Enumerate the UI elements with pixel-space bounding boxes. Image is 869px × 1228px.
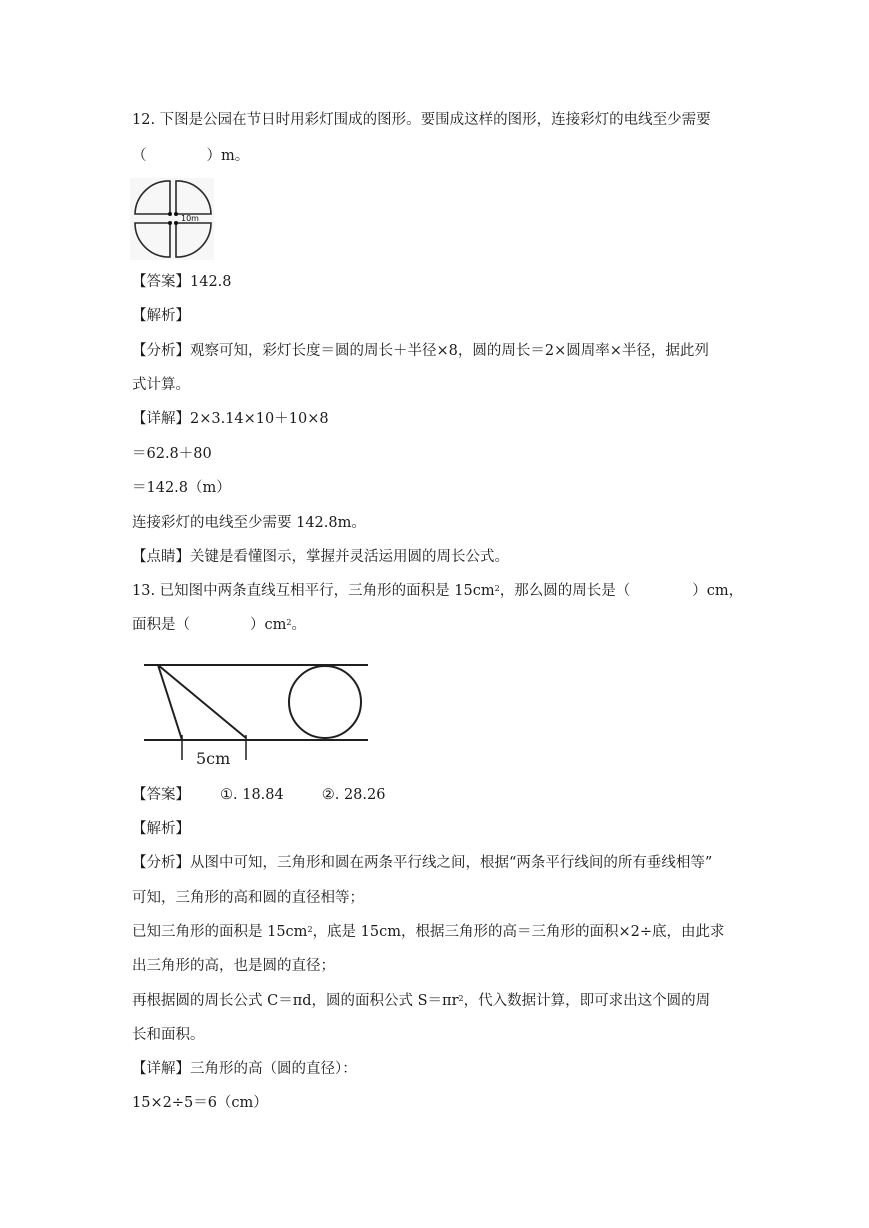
q13-area-close: ）cm	[250, 617, 287, 633]
q12-dianjing-label: 【点睛】	[132, 549, 190, 565]
q12-conclusion: 连接彩灯的电线至少需要 142.8m。	[132, 515, 366, 531]
q12-question-line-2	[132, 146, 249, 166]
q13-xiangjie-label: 【详解】	[132, 1061, 190, 1077]
q12-answer-line	[132, 272, 232, 292]
q12-analysis-label: 【解析】	[132, 308, 190, 324]
q13-known-superscript: 2	[307, 925, 313, 934]
q12-fenxi-text: 观察可知，彩灯长度＝圆的周长＋半径×8，圆的周长＝2×圆周率×半径，据此列	[190, 343, 709, 359]
q13-area-superscript: 2	[286, 618, 292, 627]
q13-formula-pre: 再根据圆的周长公式 C＝πd，圆的面积公式 S＝πr	[132, 993, 459, 1009]
q13-formula-line-2: 长和面积。	[132, 1027, 205, 1043]
q13-answer-1: ①. 18.84	[220, 787, 284, 803]
q12-question-line-1: 12. 下图是公园在节日时用彩灯围成的图形。要围成这样的图形，连接彩灯的电线至少需要	[132, 112, 711, 128]
q12-dianjing-text: 关键是看懂图示，掌握并灵活运用圆的周长公式。	[190, 549, 509, 565]
q13-fenxi-text: 从图中可知，三角形和圆在两条平行线之间，根据“两条平行线间的所有垂线相等”	[190, 855, 713, 871]
q13-superscript: 2	[494, 584, 500, 593]
q12-calc-line-2: ＝142.8（m）	[132, 480, 231, 496]
q13-question-line-1	[132, 581, 743, 601]
q13-fenxi-line-1	[132, 853, 712, 873]
q13-known-line-2: 出三角形的高，也是圆的直径；	[132, 958, 335, 974]
q12-fenxi-line-1	[132, 341, 709, 361]
q12-blank-open: （	[132, 148, 147, 164]
q12-answer-label: 【答案】	[132, 274, 190, 290]
q13-known-pre: 已知三角形的面积是 15cm	[132, 924, 308, 940]
q12-xiangjie-label: 【详解】	[132, 411, 190, 427]
q13-formula-superscript: 2	[458, 994, 464, 1003]
q13-xiangjie-line	[132, 1059, 357, 1079]
q12-blank-close: ）m。	[206, 148, 250, 164]
q13-known-line-1	[132, 922, 724, 942]
q13-fenxi-line-2: 可知，三角形的高和圆的直径相等；	[132, 890, 364, 906]
q13-answer-label: 【答案】	[132, 787, 190, 803]
q12-xiangjie-text: 2×3.14×10＋10×8	[190, 411, 329, 427]
q13-xiangjie-text: 三角形的高（圆的直径）：	[190, 1061, 357, 1077]
q13-question-post: ）cm，	[692, 583, 744, 599]
q12-calc-line-1: ＝62.8＋80	[132, 446, 212, 462]
q12-xiangjie-line	[132, 409, 329, 429]
q13-fenxi-label: 【分析】	[132, 855, 190, 871]
q13-parallel-lines-figure	[140, 652, 372, 772]
q12-lantern-figure	[130, 178, 214, 260]
q13-formula-post: ，代入数据计算，即可求出这个圆的周	[463, 993, 711, 1009]
q12-fenxi-label: 【分析】	[132, 343, 190, 359]
q13-figure-label: 5cm	[196, 749, 231, 768]
q13-answer-line	[132, 785, 385, 805]
q13-question-line-2	[132, 615, 306, 635]
q13-formula-line-1	[132, 991, 710, 1011]
q13-question-mid: ，那么圆的周长是（	[499, 583, 631, 599]
q13-calc-line-1: 15×2÷5＝6（cm）	[132, 1095, 268, 1111]
q13-area-end: 。	[291, 617, 306, 633]
q13-analysis-label: 【解析】	[132, 821, 190, 837]
q13-answer-2: ②. 28.26	[321, 787, 386, 803]
q13-question-text: 13. 已知图中两条直线互相平行，三角形的面积是 15cm	[132, 583, 495, 599]
q13-known-post: ，底是 15cm，根据三角形的高＝三角形的面积×2÷底，由此求	[312, 924, 725, 940]
q12-dianjing-line	[132, 547, 509, 567]
q12-figure-label: 10m	[181, 214, 199, 223]
q13-area-open: 面积是（	[132, 617, 190, 633]
q12-fenxi-line-2: 式计算。	[132, 377, 190, 393]
q12-answer-value: 142.8	[190, 274, 232, 290]
